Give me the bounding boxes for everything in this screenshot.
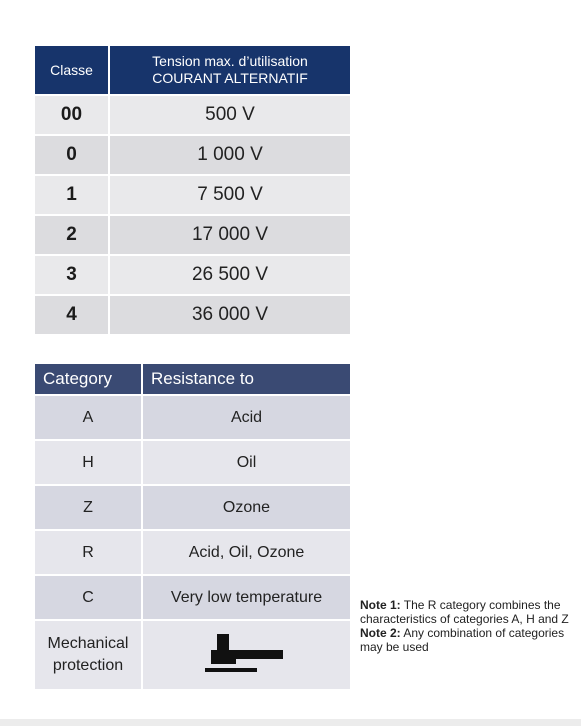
note1-label: Note 1: [360,598,401,612]
header-voltage-line1: Tension max. d’utilisation [152,53,308,69]
table-row [35,574,350,619]
table-row [35,439,350,484]
table-row-mechanical [35,619,350,689]
voltage-cell: 7 500 V [110,174,350,214]
anvil-icon [197,630,297,680]
table-row [35,134,350,174]
resistance-cell: Ozone [143,484,350,529]
classe-cell: 3 [35,254,110,294]
category-cell: R [35,529,143,574]
note2-label: Note 2: [360,626,401,640]
voltage-cell: 36 000 V [110,294,350,334]
notes-block [360,598,575,654]
table-row [35,254,350,294]
resistance-cell: Very low temperature [143,574,350,619]
header-resistance: Resistance to [143,364,350,394]
header-classe: Classe [35,46,110,94]
classe-cell: 2 [35,214,110,254]
table-row [35,484,350,529]
category-resistance-table [35,364,350,689]
header-voltage-line2: COURANT ALTERNATIF [152,70,308,86]
note-2 [360,626,575,654]
note2-text: Any combination of categories may be used [360,626,565,654]
category-cell: H [35,439,143,484]
resistance-cell: Acid [143,394,350,439]
category-cell: Z [35,484,143,529]
mechanical-line1: Mechanical [47,635,129,652]
table-row [35,394,350,439]
voltage-cell: 500 V [110,94,350,134]
bottom-divider [0,719,581,726]
mechanical-symbol-cell [143,619,350,689]
resistance-cell: Oil [143,439,350,484]
voltage-cell: 26 500 V [110,254,350,294]
note-1 [360,598,575,626]
category-cell: C [35,574,143,619]
voltage-cell: 1 000 V [110,134,350,174]
header-voltage [110,46,350,94]
header-category: Category [35,364,143,394]
voltage-class-table [35,46,350,334]
category-table-header [35,364,350,394]
voltage-cell: 17 000 V [110,214,350,254]
table-row [35,529,350,574]
table-row [35,94,350,134]
classe-cell: 0 [35,134,110,174]
resistance-cell: Acid, Oil, Ozone [143,529,350,574]
table-row [35,174,350,214]
classe-cell: 00 [35,94,110,134]
note1-text: The R category combines the characteristics of categories A, H and Z [360,598,569,626]
category-cell: A [35,394,143,439]
mechanical-protection-cell [35,619,143,689]
mechanical-line2: protection [52,657,124,674]
voltage-table-header [35,46,350,94]
table-row [35,294,350,334]
classe-cell: 1 [35,174,110,214]
classe-cell: 4 [35,294,110,334]
table-row [35,214,350,254]
